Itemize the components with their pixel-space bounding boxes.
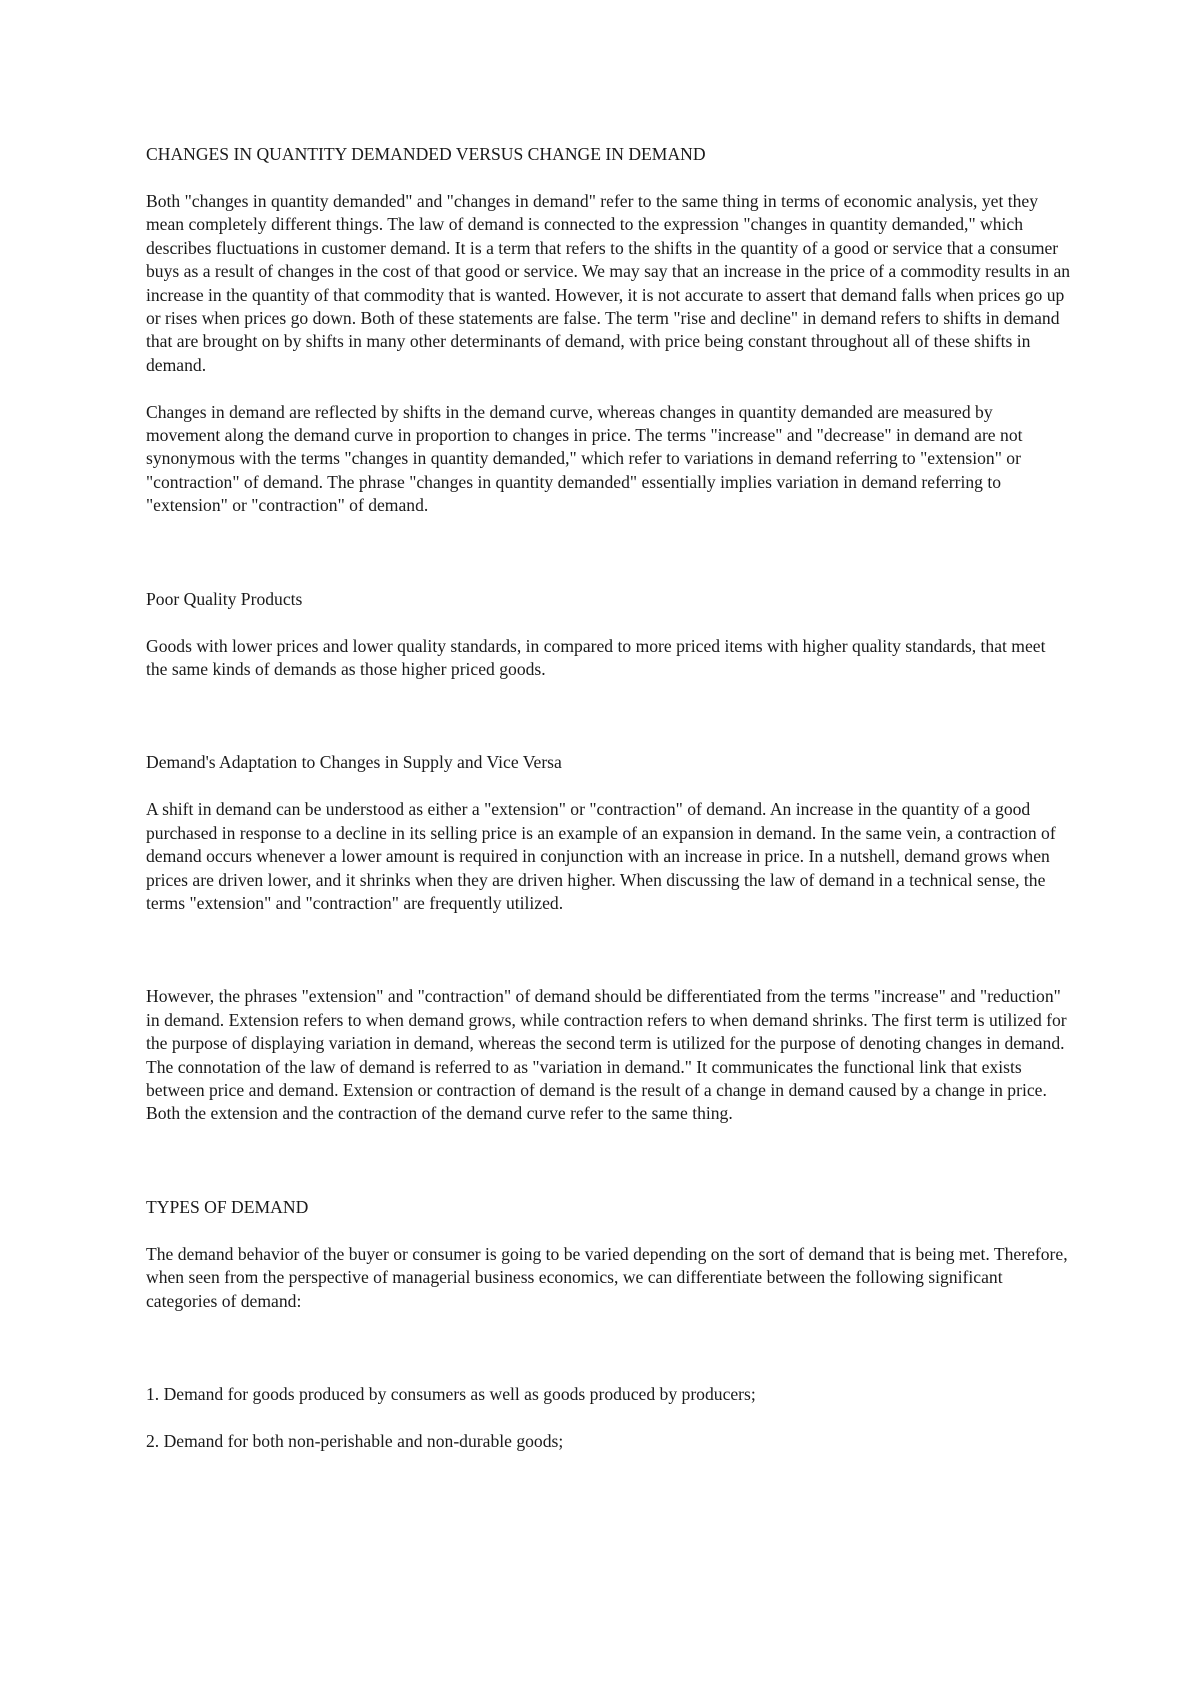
section-heading-changes: CHANGES IN QUANTITY DEMANDED VERSUS CHANGE IN DEMAND — [146, 144, 706, 164]
paragraph-adaptation-1: A shift in demand can be understood as either a "extension" or "contraction" of demand. An increase in the quantity of a good purchased in response to a decline in its selling price is an example of an expansion in demand. In the same vein, a contraction of demand occurs whenever a lower amount is required in conjunction with an increase in price. In a nutshell, demand grows when prices are driven lower, and it shrinks when they are driven higher. When discussing the law of demand in a technical sense, the terms "extension" and "contraction" are frequently utilized. — [146, 799, 1056, 913]
section-heading-types: TYPES OF DEMAND — [146, 1196, 309, 1217]
document-page — [146, 143, 1071, 1453]
paragraph-types: The demand behavior of the buyer or consumer is going to be varied depending on the sort of demand that is being met. Therefore, when seen from the perspective of managerial business economics, we can differentiate between the following significant categories of demand: — [146, 1243, 1068, 1311]
list-item: 2. Demand for both non-perishable and non-durable goods; — [146, 1430, 564, 1451]
paragraph-changes-2: Changes in demand are reflected by shifts in the demand curve, whereas changes in quantity demanded are measured by movement along the demand curve in proportion to changes in price. The terms "increase" and "decrease" in demand are not synonymous with the terms "changes in quantity demanded," which refer to variations in demand referring to "extension" or "contraction" of demand. The phrase "changes in quantity demanded" essentially implies variation in demand referring to "extension" or "contraction" of demand. — [146, 401, 1023, 516]
list-item: 1. Demand for goods produced by consumers as well as goods produced by producers; — [146, 1383, 756, 1404]
paragraph-adaptation-2: However, the phrases "extension" and "contraction" of demand should be differentiated from the terms "increase" and "reduction" in demand. Extension refers to when demand grows, while contraction refers to when demand shrinks. The first term is utilized for the purpose of displaying variation in demand, whereas the second term is utilized for the purpose of denoting changes in demand. The connotation of the law of demand is referred to as "variation in demand." It communicates the functional link that exists between price and demand. Extension or contraction of demand is the result of a change in demand caused by a change in price. Both the extension and the contraction of the demand curve refer to the same thing. — [146, 986, 1067, 1124]
paragraph-poor-quality: Goods with lower prices and lower quality standards, in compared to more priced items with higher quality standards, that meet the same kinds of demands as those higher priced goods. — [146, 635, 1046, 679]
section-heading-poor-quality: Poor Quality Products — [146, 588, 303, 609]
paragraph-changes-1: Both "changes in quantity demanded" and "changes in demand" refer to the same thing in terms of economic analysis, yet they mean completely different things. The law of demand is connected to the expression "changes in quantity demanded," which describes fluctuations in customer demand. It is a term that refers to the shifts in the quantity of a good or service that a consumer buys as a result of changes in the cost of that good or service. We may say that an increase in the price of a commodity results in an increase in the quantity of that commodity that is wanted. However, it is not accurate to assert that demand falls when prices go up or rises when prices go down. Both of these statements are false. The term "rise and decline" in demand refers to shifts in demand that are brought on by shifts in many other determinants of demand, with price being constant throughout all of these shifts in demand. — [146, 190, 1071, 375]
section-heading-adaptation: Demand's Adaptation to Changes in Supply and Vice Versa — [146, 752, 562, 773]
